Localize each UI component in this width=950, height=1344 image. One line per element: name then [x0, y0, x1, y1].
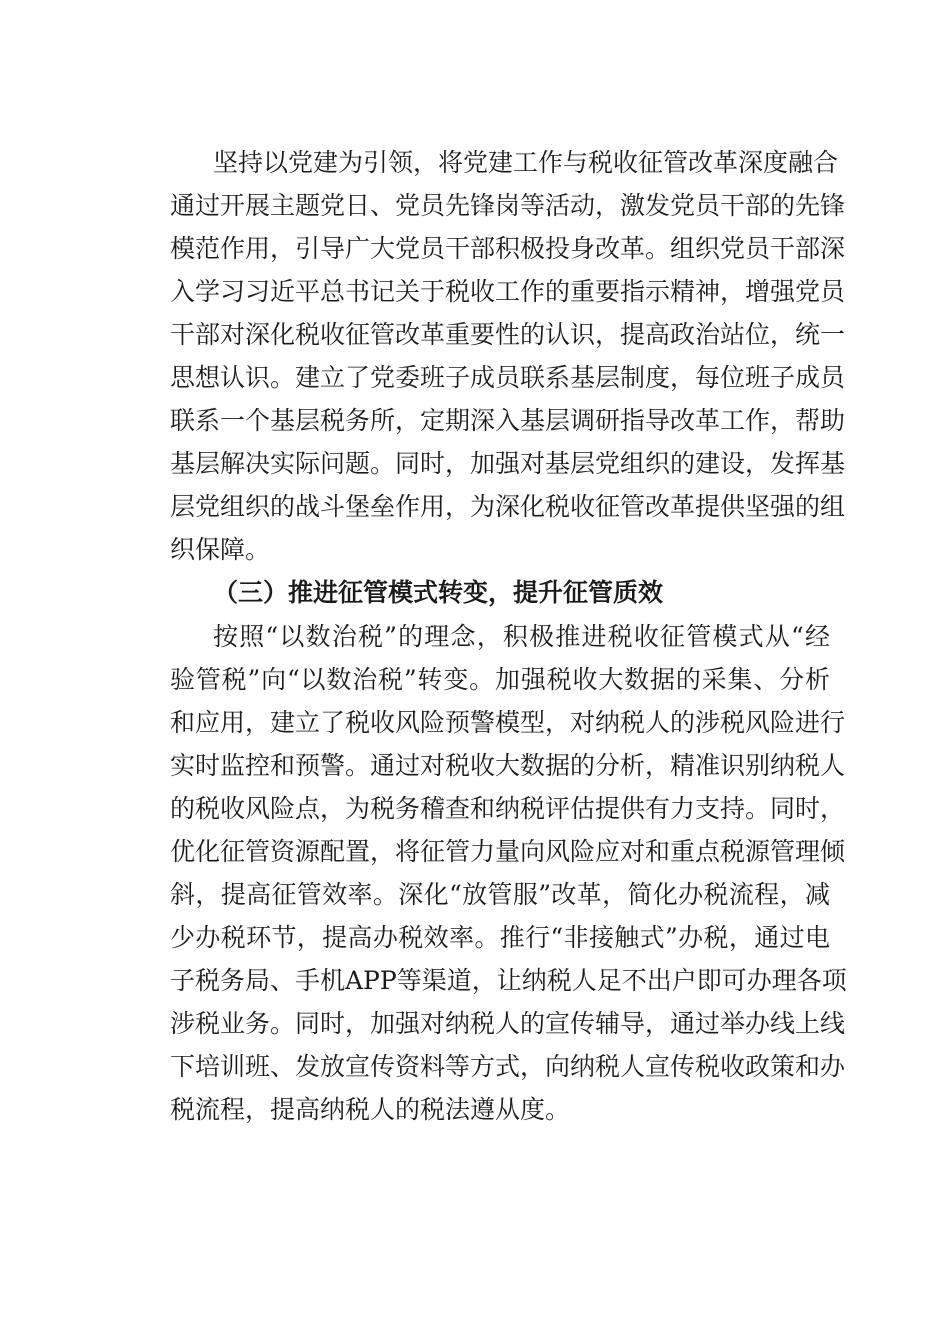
paragraph1-line: 通过开展主题党日、党员先锋岗等活动，激发党员干部的先锋 [170, 191, 846, 220]
paragraph1-line: 坚持以党建为引领，将党建工作与税收征管改革深度融合 [213, 148, 839, 177]
paragraph2-line: 子税务局、手机APP等渠道，让纳税人足不出户即可办理各项 [170, 966, 847, 995]
paragraph1-line: 入学习习近平总书记关于税收工作的重要指示精神，增强党员 [170, 277, 846, 306]
paragraph2-line: 税流程，提高纳税人的税法遵从度。 [170, 1095, 571, 1124]
paragraph1-line: 干部对深化税收征管改革重要性的认识，提高政治站位，统一 [170, 320, 846, 349]
paragraph1-line: 思想认识。建立了党委班子成员联系基层制度，每位班子成员 [170, 363, 846, 392]
paragraph1-line: 织保障。 [170, 535, 271, 564]
paragraph2-line: 优化征管资源配置，将征管力量向风险应对和重点税源管理倾 [170, 837, 846, 866]
paragraph1-line: 基层解决实际问题。同时，加强对基层党组织的建设，发挥基 [170, 449, 846, 478]
paragraph1-line: 联系一个基层税务所，定期深入基层调研指导改革工作，帮助 [170, 406, 846, 435]
paragraph2-line: 少办税环节，提高办税效率。推行“非接触式”办税，通过电 [170, 923, 830, 952]
section-heading: （三）推进征管模式转变，提升征管质效 [213, 578, 664, 607]
paragraph1-line: 层党组织的战斗堡垒作用，为深化税收征管改革提供坚强的组 [170, 492, 846, 521]
paragraph2-line: 按照“以数治税”的理念，积极推进税收征管模式从“经 [213, 622, 830, 651]
paragraph2-line: 验管税”向“以数治税”转变。加强税收大数据的采集、分析 [170, 665, 830, 694]
paragraph2-line: 和应用，建立了税收风险预警模型，对纳税人的涉税风险进行 [170, 708, 846, 737]
paragraph2-line: 涉税业务。同时，加强对纳税人的宣传辅导，通过举办线上线 [170, 1009, 846, 1038]
paragraph2-line: 的税收风险点，为税务稽查和纳税评估提供有力支持。同时， [170, 794, 846, 823]
paragraph1-line: 模范作用，引导广大党员干部积极投身改革。组织党员干部深 [170, 234, 846, 263]
paragraph2-line: 斜，提高征管效率。深化“放管服”改革，简化办税流程，减 [170, 880, 830, 909]
paragraph2-line: 下培训班、发放宣传资料等方式，向纳税人宣传税收政策和办 [170, 1052, 846, 1081]
paragraph2-line: 实时监控和预警。通过对税收大数据的分析，精准识别纳税人 [170, 751, 846, 780]
